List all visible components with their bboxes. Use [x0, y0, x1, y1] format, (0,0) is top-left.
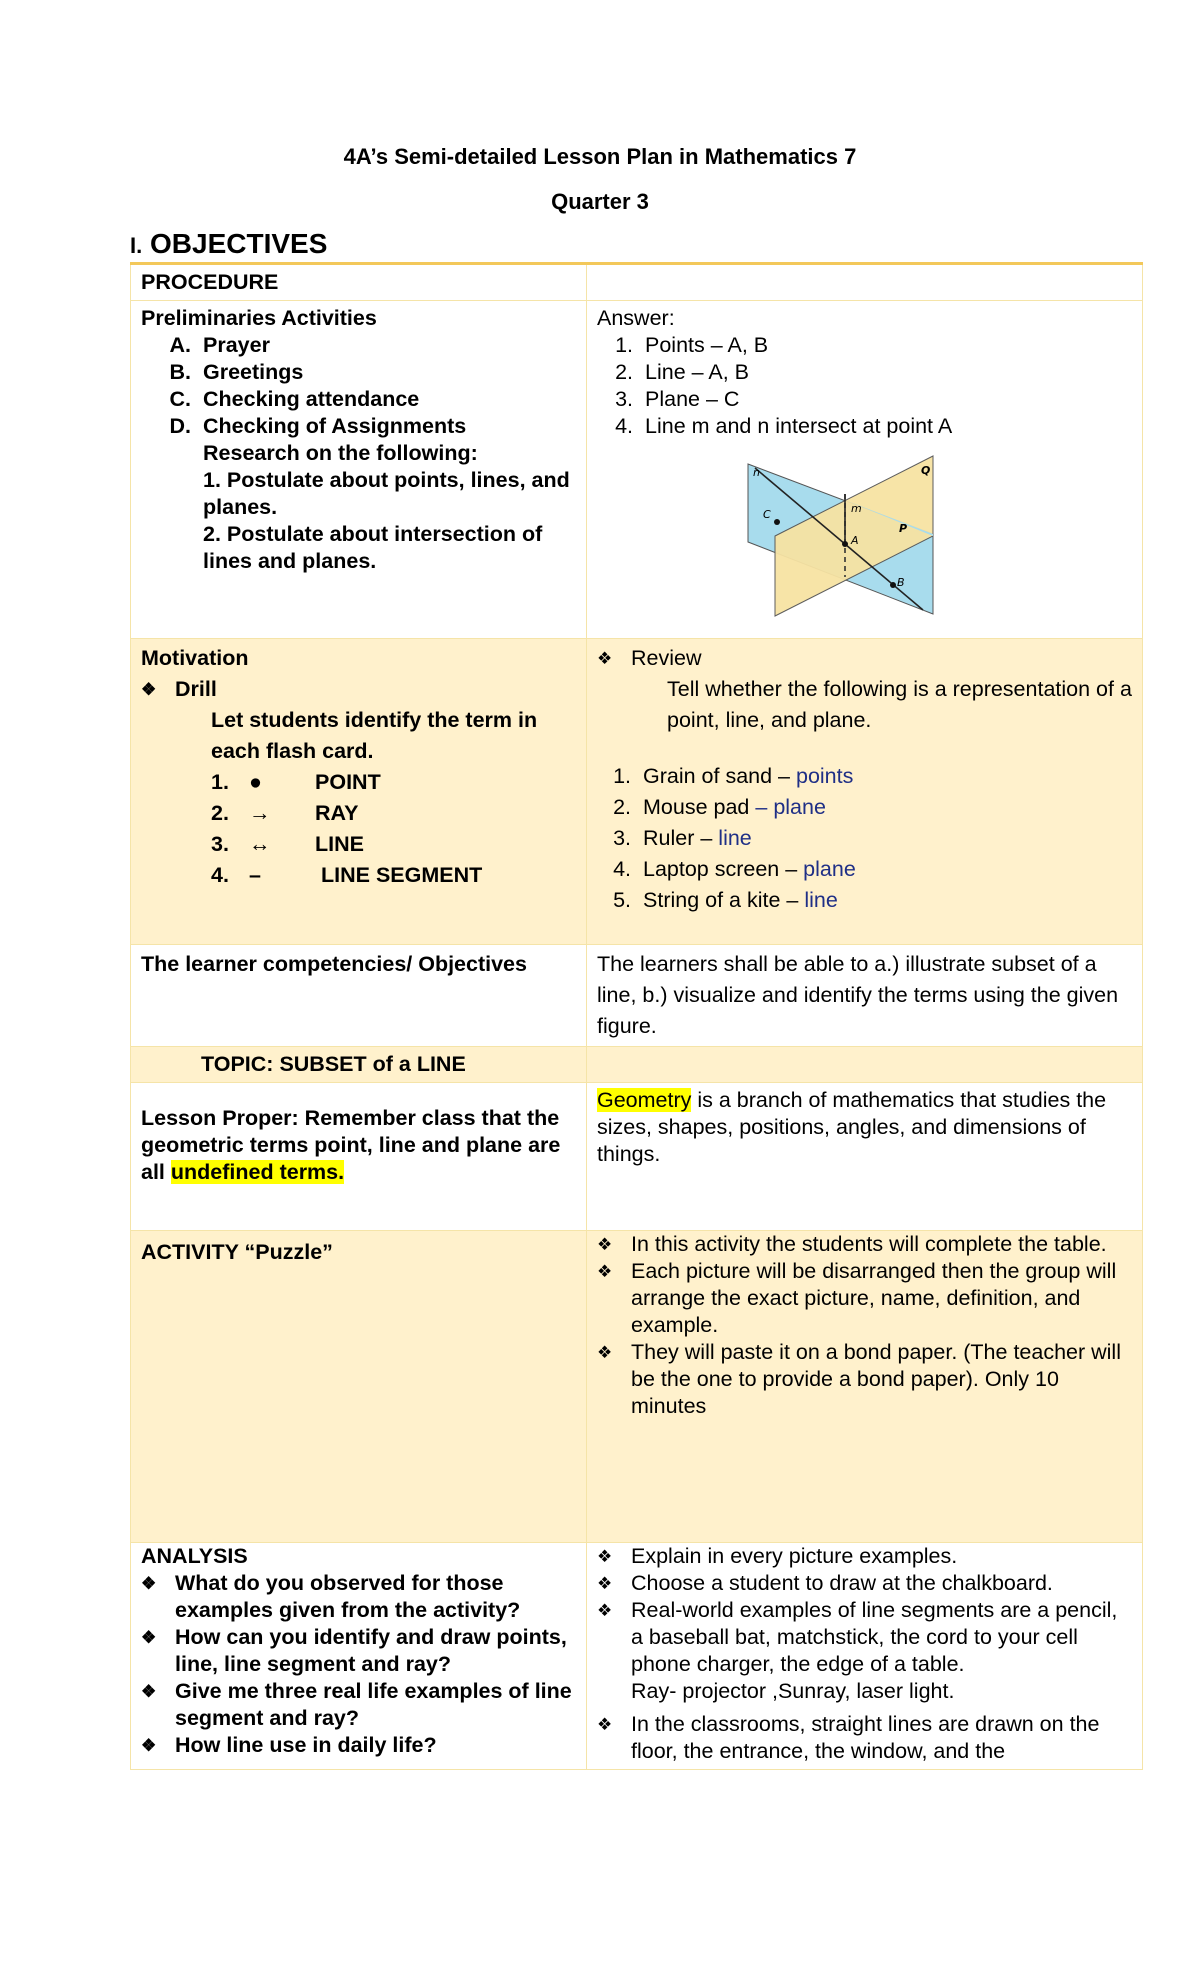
list-item: A. Prayer: [197, 332, 576, 359]
list-item: ❖ In the classrooms, straight lines are drawn on the floor, the entrance, the window, and the: [597, 1712, 1100, 1763]
lesson-text: Lesson Proper: Remember class that the geometric terms point, line and plane are all: [141, 1106, 561, 1184]
list-item: B. Greetings: [197, 359, 576, 386]
label-c: C: [763, 508, 771, 521]
prelim-list: [141, 332, 576, 440]
diamond-bullet-icon: ❖: [597, 1574, 613, 1593]
list-item: 1. Grain of sand – points: [637, 761, 1132, 792]
research-item: 2. Postulate about intersection of lines and planes.: [203, 522, 543, 573]
diamond-bullet-icon: ❖: [597, 649, 613, 668]
list-item: 3. Ruler – line: [637, 823, 1132, 854]
list-item: ❖ Each picture will be disarranged then the group will arrange the exact picture, name, definition, and example.: [597, 1259, 1117, 1337]
point-b: [890, 582, 896, 588]
topic-label: TOPIC: SUBSET of a LINE: [131, 1047, 587, 1083]
list-item: ❖ Explain in every picture examples.: [597, 1544, 958, 1568]
point-c: [774, 519, 780, 525]
geometry-text: is a branch of mathematics that studies the sizes, shapes, positions, angles, and dimensions of things.: [597, 1088, 1107, 1166]
list-item: ❖ How line use in daily life?: [141, 1733, 437, 1757]
undefined-terms-highlight: undefined terms.: [170, 1160, 345, 1184]
activity-label: ACTIVITY “Puzzle”: [131, 1231, 587, 1543]
motivation-row: [131, 639, 1143, 945]
motivation-heading: Motivation: [141, 646, 249, 670]
analysis-label: ANALYSIS: [141, 1544, 248, 1568]
diamond-bullet-icon: ❖: [141, 1628, 157, 1647]
prelim-cell: [131, 301, 587, 639]
objectives-label: OBJECTIVES: [150, 228, 328, 259]
procedure-row: [131, 264, 1143, 301]
list-item: ❖ What do you observed for those examples given from the activity?: [141, 1571, 521, 1622]
list-item: 1. Points – A, B: [639, 332, 1132, 359]
objectives-number: I.: [130, 233, 143, 258]
lesson-row: [131, 1083, 1143, 1231]
review-list: [597, 761, 1132, 916]
competencies-label: The learner competencies/ Objectives: [131, 945, 587, 1047]
analysis-cell: [131, 1543, 587, 1770]
review-cell: [587, 639, 1143, 945]
objectives-heading: [130, 228, 327, 260]
list-item: ❖ Choose a student to draw at the chalkboard.: [597, 1571, 1053, 1595]
label-b: B: [897, 576, 905, 589]
research-item: 1. Postulate about points, lines, and planes.: [203, 468, 570, 519]
list-item: ❖ In this activity the students will complete the table.: [597, 1232, 1107, 1256]
procedure-heading: PROCEDURE: [131, 264, 587, 301]
list-item: C. Checking attendance: [197, 386, 576, 413]
list-item: 2. Line – A, B: [639, 359, 1132, 386]
prelim-heading: Preliminaries Activities: [141, 306, 377, 330]
list-item: 4. Line m and n intersect at point A: [639, 413, 1132, 440]
intersecting-planes-figure: [743, 454, 943, 624]
list-item: ❖ How can you identify and draw points, line, line segment and ray?: [141, 1625, 567, 1676]
answer-list: [597, 332, 1132, 440]
activity-cell: [587, 1231, 1143, 1543]
diamond-bullet-icon: ❖: [597, 1547, 613, 1566]
analysis-answer-cell: [587, 1543, 1143, 1770]
review-item: ❖ Review: [597, 643, 1132, 674]
diamond-bullet-icon: ❖: [141, 1682, 157, 1701]
list-item: 2. Mouse pad – plane: [637, 792, 1132, 823]
label-n: n: [753, 466, 760, 479]
list-item: 3. Plane – C: [639, 386, 1132, 413]
quarter-label: Quarter 3: [551, 189, 649, 214]
diamond-bullet-icon: ❖: [597, 1601, 613, 1620]
activity-row: [131, 1231, 1143, 1543]
lesson-cell: [131, 1083, 587, 1231]
flash-card-item: 1. ● POINT: [211, 770, 381, 794]
analysis-row: [131, 1543, 1143, 1770]
list-item: ❖ They will paste it on a bond paper. (The teacher will be the one to provide a bond paper). Only 10 minutes: [597, 1340, 1121, 1418]
answer-label: Answer:: [597, 306, 675, 330]
page-title: 4A’s Semi-detailed Lesson Plan in Mathematics 7: [343, 144, 857, 169]
competencies-row: [131, 945, 1143, 1047]
list-item: 5. String of a kite – line: [637, 885, 1132, 916]
topic-row: [131, 1047, 1143, 1083]
geometry-highlight: Geometry: [597, 1088, 692, 1112]
ray-examples: Ray- projector ,Sunray, laser light.: [631, 1679, 955, 1703]
list-item: ❖ Give me three real life examples of line segment and ray?: [141, 1679, 572, 1730]
drill-text: Let students identify the term in each flash card.: [211, 708, 538, 763]
list-item: 4. Laptop screen – plane: [637, 854, 1132, 885]
diamond-bullet-icon: ❖: [141, 1574, 157, 1593]
label-m: m: [851, 502, 862, 515]
flash-card-item: 3. ↔ LINE: [211, 832, 364, 856]
research-intro: Research on the following:: [203, 441, 478, 465]
list-item: ❖ Real-world examples of line segments are a pencil, a baseball bat, matchstick, the cord to your cell phone charger, the edge of a table.: [597, 1598, 1118, 1676]
label-q: Q: [921, 464, 931, 477]
diamond-bullet-icon: ❖: [141, 1736, 157, 1755]
prelim-row: [131, 301, 1143, 639]
geometry-cell: [587, 1083, 1143, 1231]
diamond-bullet-icon: ❖: [597, 1343, 613, 1362]
label-a: A: [851, 534, 859, 547]
diamond-bullet-icon: ❖: [597, 1235, 613, 1254]
flash-card-item: 2. → RAY: [211, 801, 359, 825]
diamond-bullet-icon: ❖: [141, 680, 157, 699]
drill-item: ❖ Drill: [141, 674, 576, 705]
label-p: P: [899, 522, 908, 535]
diamond-bullet-icon: ❖: [597, 1715, 613, 1734]
review-text: Tell whether the following is a representation of a point, line, and plane.: [667, 677, 1132, 732]
list-item: D. Checking of Assignments: [197, 413, 576, 440]
flash-card-item: 4. – LINE SEGMENT: [211, 863, 483, 887]
diamond-bullet-icon: ❖: [597, 1262, 613, 1281]
answer-cell: [587, 301, 1143, 639]
point-a: [842, 541, 848, 547]
motivation-cell: [131, 639, 587, 945]
lesson-plan-table: [130, 262, 1143, 1770]
competencies-text: The learners shall be able to a.) illustrate subset of a line, b.) visualize and identify the terms using the given figure.: [587, 945, 1143, 1047]
